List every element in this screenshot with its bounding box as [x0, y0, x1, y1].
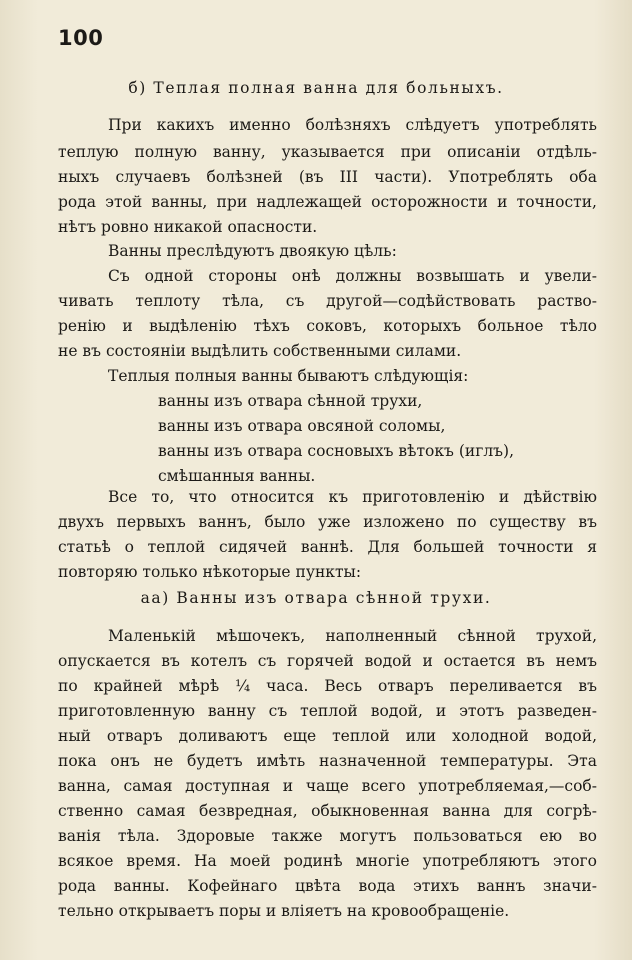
paragraph-line: приготовленную ванну съ теплой водой, и этотъ разведен-: [58, 702, 597, 720]
paragraph-line: не въ состояніи выдѣлить собственными силами.: [58, 342, 462, 360]
paragraph-line: двухъ первыхъ ваннъ, было уже изложено по существу въ: [58, 513, 597, 531]
paragraph-line: Теплыя полныя ванны бываютъ слѣдующія:: [108, 367, 469, 385]
paragraph-line: Съ одной стороны онѣ должны возвышать и увели-: [108, 267, 597, 285]
list-item: ванны изъ отвара сѣнной трухи,: [158, 392, 423, 410]
paragraph-line: пока онъ не будетъ имѣть назначенной температуры. Эта: [58, 752, 597, 770]
paragraph-line: теплую полную ванну, указывается при описаніи отдѣль-: [58, 143, 597, 161]
paragraph-line: по крайней мѣрѣ ¼ часа. Весь отваръ переливается въ: [58, 677, 597, 695]
paragraph-line: ныхъ случаевъ болѣзней (въ III части). Употреблять оба: [58, 168, 597, 186]
list-item: смѣшанныя ванны.: [158, 467, 316, 485]
paragraph-line: опускается въ котелъ съ горячей водой и остается въ немъ: [58, 652, 597, 670]
paragraph-line: рода ванны. Кофейнаго цвѣта вода этихъ ваннъ значи-: [58, 877, 597, 895]
paragraph-line: чивать теплоту тѣла, съ другой—содѣйствовать раство-: [58, 292, 597, 310]
paragraph-line: ный отваръ доливаютъ еще теплой или холодной водой,: [58, 727, 597, 745]
section-heading-b: б) Теплая полная ванна для больныхъ.: [128, 79, 504, 97]
paragraph-line: ственно самая безвредная, обыкновенная ванна для согрѣ-: [58, 802, 597, 820]
paragraph-line: При какихъ именно болѣзняхъ слѣдуетъ употреблять: [108, 116, 597, 134]
paragraph-line: повторяю только нѣкоторые пункты:: [58, 563, 362, 581]
list-item: ванны изъ отвара овсяной соломы,: [158, 417, 446, 435]
paragraph-line: статьѣ о теплой сидячей ваннѣ. Для большей точности я: [58, 538, 597, 556]
paragraph-line: ванна, самая доступная и чаще всего употребляемая,—соб-: [58, 777, 597, 795]
paragraph-line: Ванны преслѣдуютъ двоякую цѣль:: [108, 242, 397, 260]
section-heading-aa: аа) Ванны изъ отвара сѣнной трухи.: [140, 589, 492, 607]
paragraph-line: всякое время. На моей родинѣ многіе употребляютъ этого: [58, 852, 597, 870]
paragraph-line: рода этой ванны, при надлежащей осторожности и точности,: [58, 193, 597, 211]
page-number: 100: [58, 26, 104, 50]
paragraph-line: тельно открываетъ поры и вліяетъ на кровообращеніе.: [58, 902, 510, 920]
paragraph-line: нѣтъ ровно никакой опасности.: [58, 218, 318, 236]
paragraph-line: ренію и выдѣленію тѣхъ соковъ, которыхъ больное тѣло: [58, 317, 597, 335]
paragraph-line: Маленькій мѣшочекъ, наполненный сѣнной трухой,: [108, 627, 597, 645]
paragraph-line: ванія тѣла. Здоровые также могутъ пользоваться ею во: [58, 827, 597, 845]
list-item: ванны изъ отвара сосновыхъ вѣтокъ (иглъ),: [158, 442, 515, 460]
paragraph-line: Все то, что относится къ приготовленію и дѣйствію: [108, 488, 597, 506]
